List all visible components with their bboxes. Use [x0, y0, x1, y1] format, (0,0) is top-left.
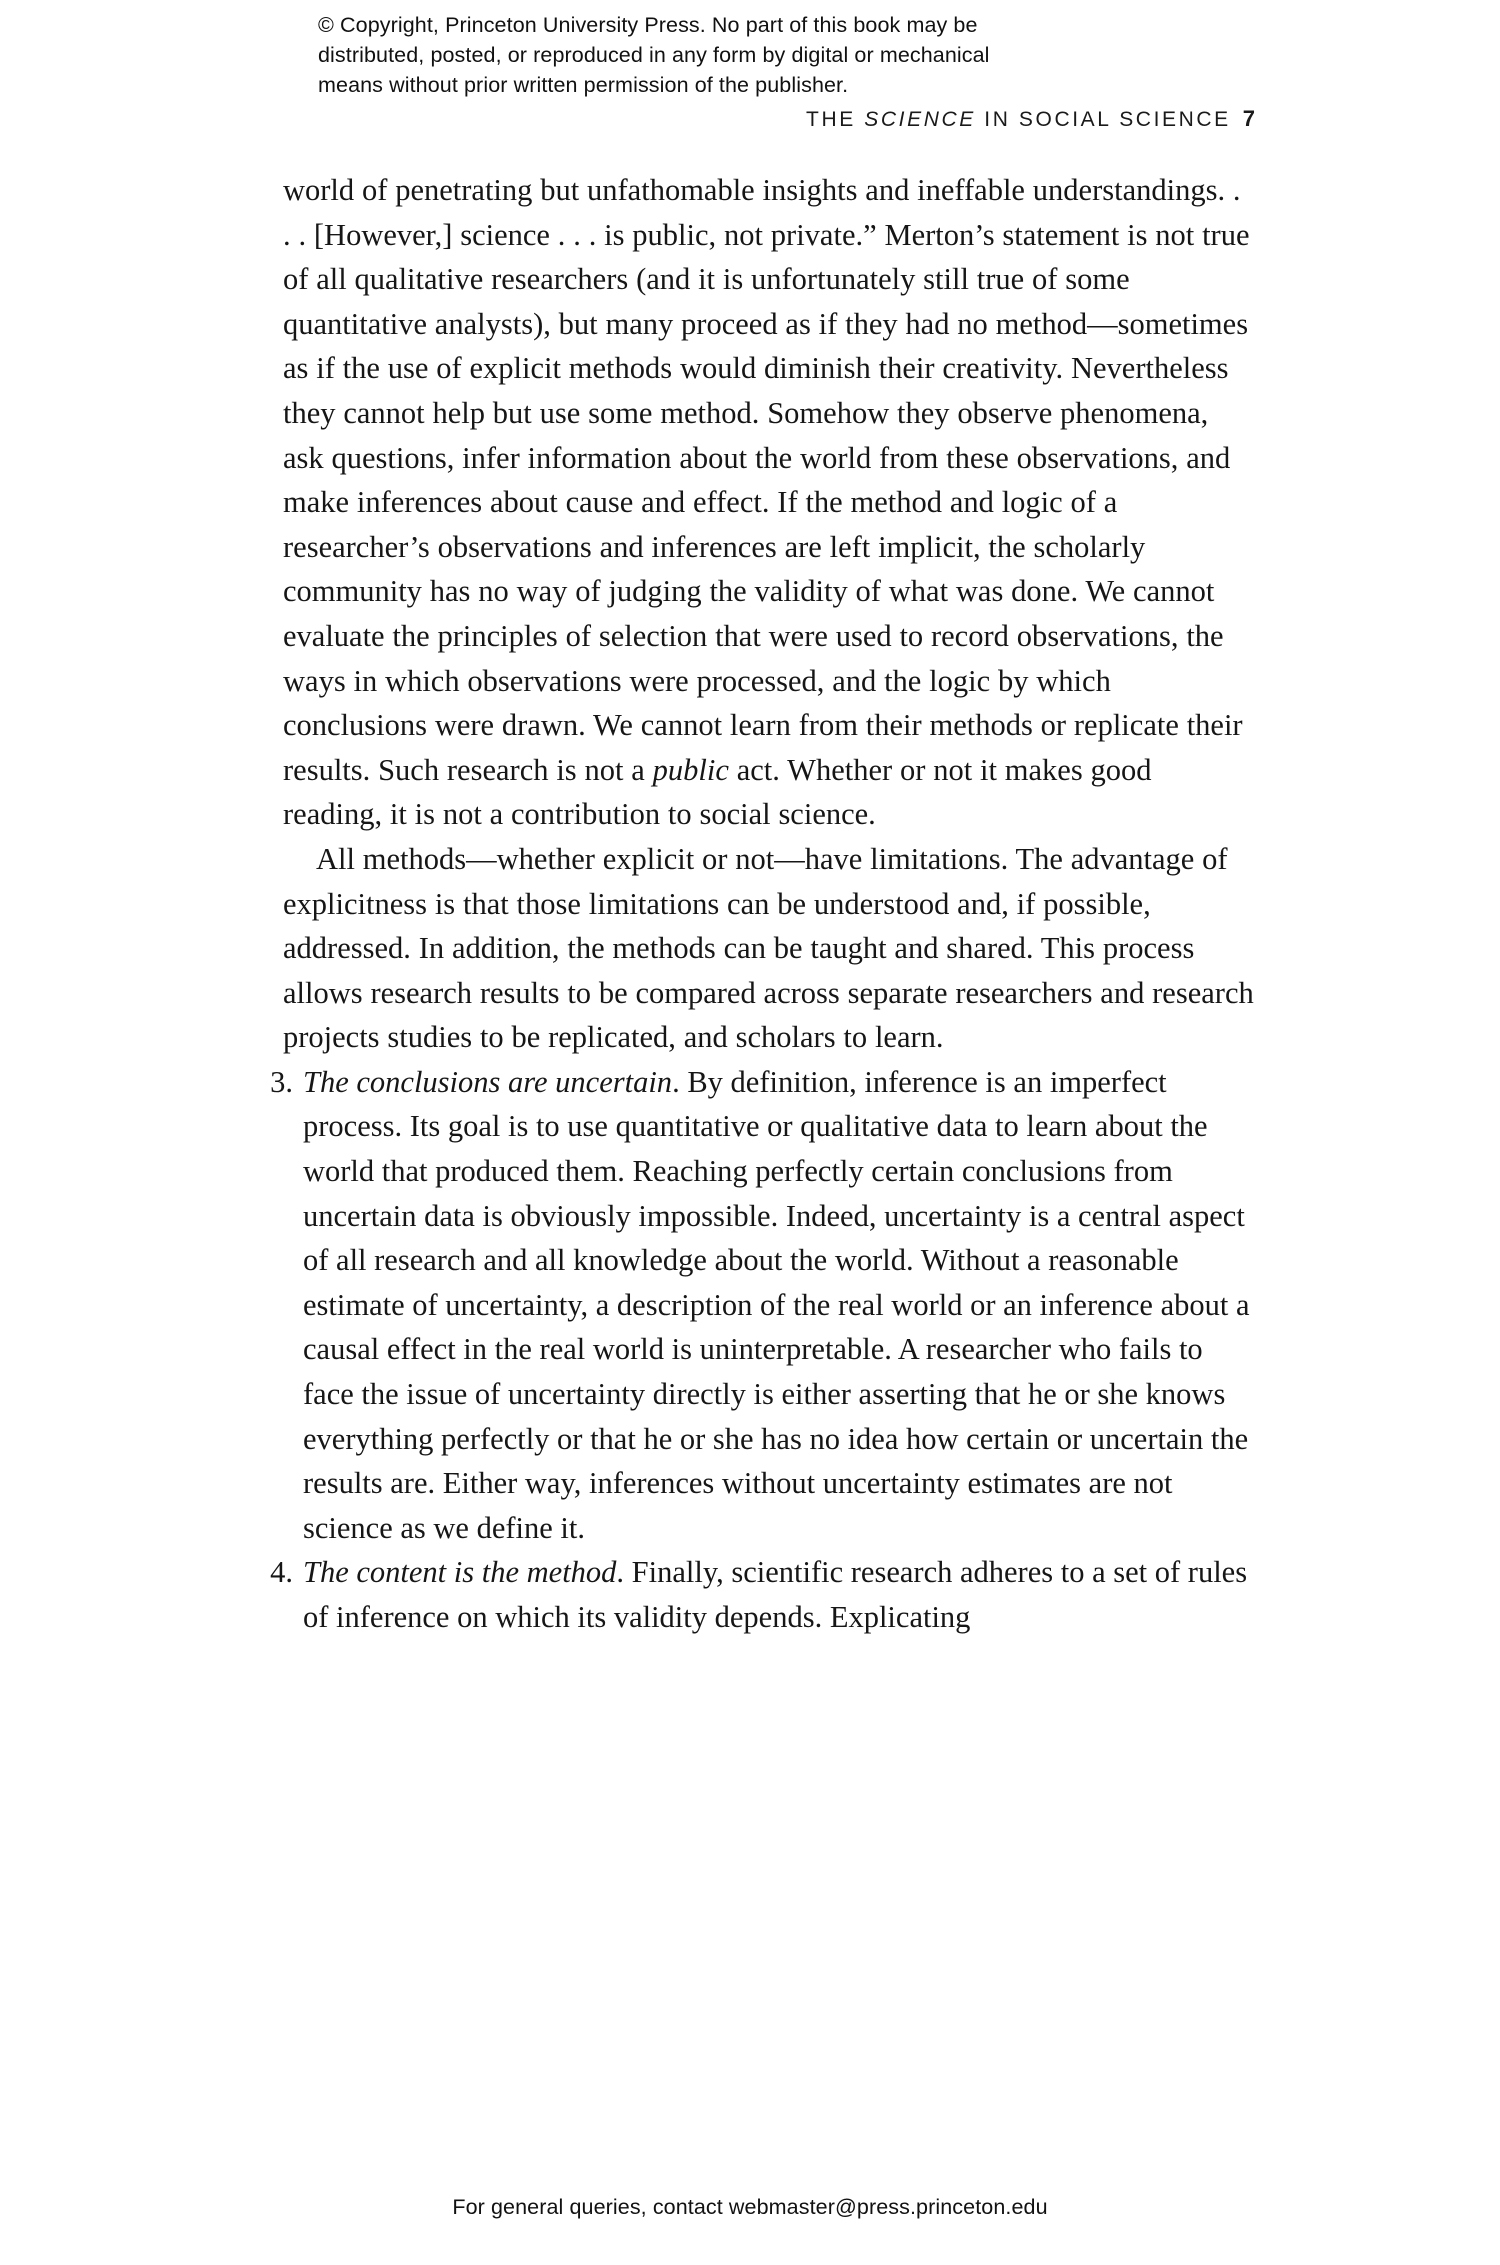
list-item-text: . By definition, inference is an imperfect process. Its goal is to use quantitative or qualitative data to learn about the world that produced them. Reaching perfectly certain conclusions from uncertain data is obviously impossible. Indeed, uncertainty is a central aspect of all research and all knowledge about the world. Without a reasonable estimate of uncertainty, a description of the real world or an inference about a causal effect in the real world is uninterpretable. A researcher who fails to face the issue of uncertainty directly is either asserting that he or she knows everything perfectly or that he or she has no idea how certain or uncertain the results are. Either way, inferences without uncertainty estimates are not science as we define it. — [303, 1064, 1250, 1545]
paragraph-continued-tail: act. Whether or not it makes good reading, it is not a contribution to social science. — [283, 752, 1152, 832]
list-item-marker: 3. — [270, 1064, 293, 1099]
copyright-line-3: means without prior written permission of the publisher. — [318, 73, 849, 97]
running-head — [283, 106, 1255, 132]
text-column — [270, 168, 1255, 1640]
copyright-line-2: distributed, posted, or reproduced in any form by digital or mechanical — [318, 43, 990, 67]
list-item-title: The content is the method — [303, 1555, 617, 1590]
emphasis-public: public — [652, 752, 729, 787]
paragraph-continued — [283, 168, 1255, 837]
list-item-body — [303, 1550, 1255, 1639]
list-item — [253, 1550, 1255, 1639]
list-item-body — [303, 1060, 1255, 1551]
page-number: 7 — [1242, 106, 1255, 131]
list-item — [253, 1060, 1255, 1551]
paragraph-continued-head: world of penetrating but unfathomable insights and ineffable understandings. . . . [However,] science . . . is public, not private.” Merton’s statement is not true of all qualitative researchers (and it is unfortunately still true of some quantitative analysts), but many proceed as if they had no method—sometimes as if the use of explicit methods would diminish their creativity. Nevertheless they cannot help but use some method. Somehow they observe phenomena, ask questions, infer information about the world from these observations, and make inferences about cause and effect. If the method and logic of a researcher’s observations and inferences are left implicit, the scholarly community has no way of judging the validity of what was done. We cannot evaluate the principles of selection that were used to record observations, the ways in which observations were processed, and the logic by which conclusions were drawn. We cannot learn from their methods or replicate their results. Such research is not a — [283, 173, 1250, 787]
running-head-prefix: THE — [806, 108, 865, 131]
copyright-line-1: © Copyright, Princeton University Press. No part of this book may be — [318, 13, 978, 37]
running-head-italic-word: SCIENCE — [864, 108, 976, 131]
running-head-suffix: IN SOCIAL SCIENCE — [975, 108, 1231, 131]
copyright-notice — [318, 10, 1178, 100]
page-footer: For general queries, contact webmaster@press.princeton.edu — [452, 2195, 1048, 2219]
list-item-text: . Finally, scientific research adheres to a set of rules of inference on which its validity depends. Explicating — [303, 1555, 1248, 1634]
paragraph-all-methods: All methods—whether explicit or not—have limitations. The advantage of explicitness is that those limitations can be understood and, if possible, addressed. In addition, the methods can be taught and shared. This process allows research results to be compared across separate researchers and research projects studies to be replicated, and scholars to learn. — [283, 841, 1254, 1055]
numbered-list — [270, 1060, 1255, 1640]
list-item-marker: 4. — [270, 1555, 293, 1590]
list-item-title: The conclusions are uncertain — [303, 1064, 673, 1099]
